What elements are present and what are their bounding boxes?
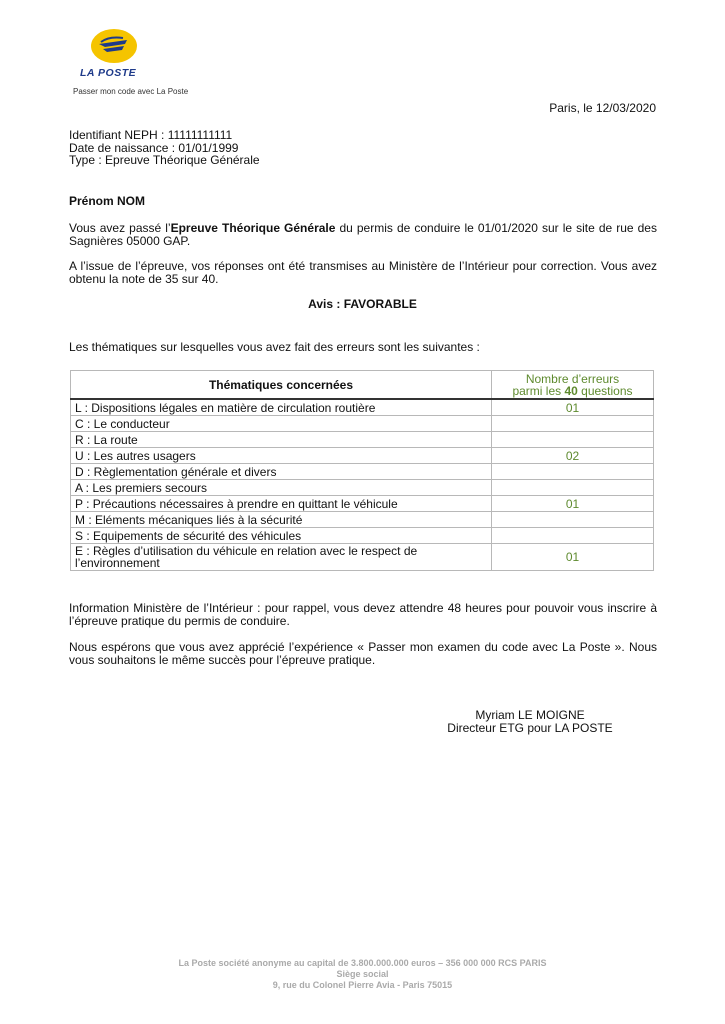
identification-block [69, 129, 260, 167]
table-row [71, 544, 654, 571]
error-count-cell [492, 528, 654, 544]
theme-cell: A : Les premiers secours [71, 480, 492, 496]
footer-head-office: Siège social [336, 969, 389, 979]
error-count-cell [492, 432, 654, 448]
error-count-cell: 01 [492, 399, 654, 416]
exam-paragraph-end: du permis de conduire le 01/01/2020 sur le site de rue des Sagnières 05000 GAP. [69, 221, 657, 248]
header-error-count-prefix: parmi les [512, 383, 565, 398]
error-count-cell: 02 [492, 448, 654, 464]
neph-line: Identifiant NEPH : 11111111111 [69, 128, 233, 142]
table-row [71, 480, 654, 496]
logo-text: LA POSTE [80, 67, 137, 79]
table-row [71, 416, 654, 432]
signatory-title: Directeur ETG pour LA POSTE [447, 721, 613, 735]
exam-paragraph-start: Vous avez passé l’ [69, 221, 171, 235]
error-count-cell [492, 416, 654, 432]
table-row [71, 464, 654, 480]
footer-address: 9, rue du Colonel Pierre Avia - Paris 75015 [272, 980, 453, 990]
table-row [71, 399, 654, 416]
table-row [71, 512, 654, 528]
birth-date-line: Date de naissance : 01/01/1999 [69, 140, 239, 155]
table-row [71, 496, 654, 512]
footer [0, 958, 725, 991]
errors-intro: Les thématiques sur lesquelles vous avez fait des erreurs sont les suivantes : [69, 340, 480, 354]
theme-cell: E : Règles d’utilisation du véhicule en relation avec le respect de l’environnement [71, 544, 492, 571]
recipient-name: Prénom NOM [69, 194, 146, 208]
table-header-row [71, 371, 654, 400]
table-row [71, 432, 654, 448]
footer-company: La Poste société anonyme au capital de 3.800.000.000 euros – 356 000 000 RCS PARIS [178, 958, 547, 968]
theme-cell: P : Précautions nécessaires à prendre en quittant le véhicule [71, 496, 492, 512]
header-error-count-suffix: questions [577, 383, 633, 398]
theme-cell: L : Dispositions légales en matière de circulation routière [71, 399, 492, 416]
ministry-info: Information Ministère de l’Intérieur : pour rappel, vous devez attendre 48 heures pour pouvoir vous inscrire à l’épreuve pratique du permis de conduire. [69, 601, 657, 628]
exam-type-line: Type : Epreuve Théorique Générale [69, 153, 260, 167]
table-row [71, 528, 654, 544]
header-themes: Thématiques concernées [71, 371, 492, 400]
header-error-count-line1: Nombre d’erreurs [525, 371, 620, 386]
theme-cell: U : Les autres usagers [71, 448, 492, 464]
error-count-cell [492, 512, 654, 528]
theme-cell: R : La route [71, 432, 492, 448]
error-count-cell [492, 480, 654, 496]
error-count-cell [492, 464, 654, 480]
table-row [71, 448, 654, 464]
error-count-cell: 01 [492, 496, 654, 512]
theme-cell: D : Règlementation générale et divers [71, 464, 492, 480]
avis-line: Avis : FAVORABLE [308, 297, 417, 311]
errors-table [70, 370, 654, 571]
exam-paragraph [69, 222, 657, 248]
error-count-cell: 01 [492, 544, 654, 571]
closing-paragraph: Nous espérons que vous avez apprécié l’expérience « Passer mon examen du code avec La Poste ». Nous vous souhaitons le même succès pour l’épreuve pratique. [69, 640, 657, 667]
header-question-total: 40 [564, 383, 578, 398]
signatory-name: Myriam LE MOIGNE [475, 708, 585, 722]
result-paragraph: A l’issue de l’épreuve, vos réponses ont été transmises au Ministère de l’Intérieur pour correction. Vous avez obtenu la note de 35 sur 40. [69, 259, 657, 286]
signature-block [420, 709, 640, 735]
date-line: Paris, le 12/03/2020 [549, 101, 656, 115]
exam-name: Epreuve Théorique Générale [170, 221, 336, 235]
theme-cell: M : Eléments mécaniques liés à la sécurité [71, 512, 492, 528]
theme-cell: C : Le conducteur [71, 416, 492, 432]
theme-cell: S : Equipements de sécurité des véhicules [71, 528, 492, 544]
tagline: Passer mon code avec La Poste [73, 87, 189, 96]
header-error-count [492, 371, 654, 400]
